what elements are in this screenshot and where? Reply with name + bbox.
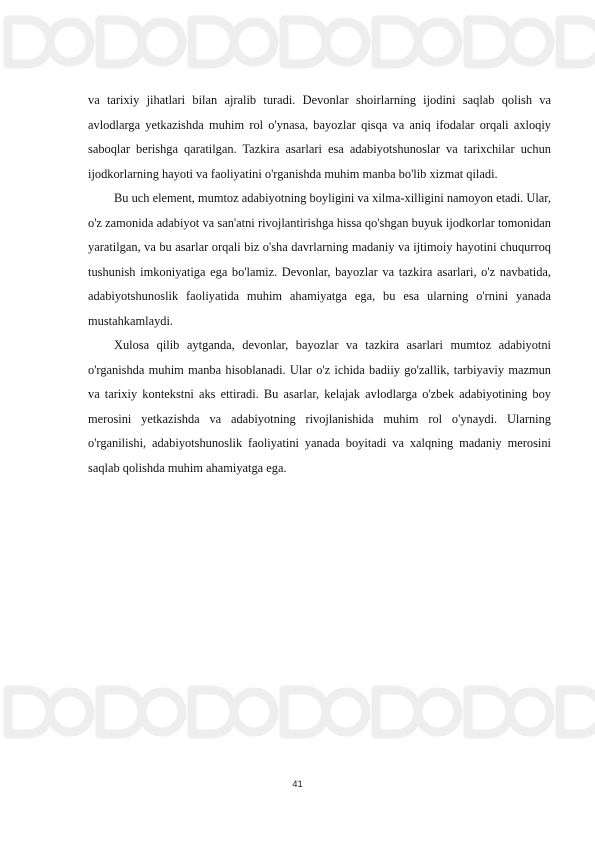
paragraph-3: Xulosa qilib aytganda, devonlar, bayozlar va tazkira asarlari mumtoz adabiyotni o'rganishda muhim manba hisoblanadi. Ular o'z ichida badiiy go'zallik, tarbiyaviy mazmun va tarixiy kontekstni aks ettiradi. Bu asarlar, kelajak avlodlarga o'zbek adabiyotining boy merosini yetkazishda va adabiyotning rivojlanishida muhim rol o'ynaydi. Ularning o'rganilishi, adabiyotshunoslik faoliyatini yanada boyitadi va xalqning madaniy merosini saqlab qolishda muhim ahamiyatga ega. bbox=[88, 338, 551, 475]
watermark-o-shape bbox=[142, 692, 182, 732]
watermark-o-shape bbox=[50, 22, 90, 62]
watermark-d-shape bbox=[468, 20, 510, 64]
watermark-d-shape bbox=[8, 20, 50, 64]
watermark-o-shape bbox=[142, 22, 182, 62]
watermark-o-shape bbox=[510, 22, 550, 62]
watermark-o-shape bbox=[510, 692, 550, 732]
watermark-d-shape bbox=[100, 690, 142, 734]
paragraph-1: va tarixiy jihatlari bilan ajralib turadi. Devonlar shoirlarning ijodini saqlab qolish va avlodlarga yetkazishda muhim rol o'ynasa, bayozlar qisqa va aniq ifodalar orqali axloqiy saboqlar berishga qaratilgan. Tazkira asarlari esa adabiyotshunoslar va tarixchilar uchun ijodkorlarning hayoti va faoliyatini o'rganishda muhim manba bo'lib xizmat qiladi. bbox=[88, 93, 551, 181]
watermark-d-shape bbox=[284, 690, 326, 734]
watermark-o-shape bbox=[234, 22, 274, 62]
watermark-o-shape bbox=[234, 692, 274, 732]
page-number: 41 bbox=[292, 779, 303, 790]
watermark-o-shape bbox=[326, 22, 366, 62]
watermark-d-shape bbox=[8, 690, 50, 734]
watermark-d-shape bbox=[100, 20, 142, 64]
watermark-o-shape bbox=[418, 692, 458, 732]
watermark-o-shape bbox=[326, 692, 366, 732]
watermark-d-shape bbox=[560, 690, 595, 734]
watermark-d-shape bbox=[192, 20, 234, 64]
watermark-o-shape bbox=[50, 692, 90, 732]
paragraph-2: Bu uch element, mumtoz adabiyotning boyligini va xilma-xilligini namoyon etadi. Ular, o'z zamonida adabiyot va san'atni rivojlantirishga hissa qo'shgan buyuk ijodkorlar tomonidan yaratilgan, va bu asarlar orqali biz o'sha davrlarning madaniy va ijtimoiy hayotini chuqurroq tushunish imkoniyatiga ega bo'lamiz. Devonlar, bayozlar va tazkira asarlari, o'z navbatida, adabiyotshunoslik faoliyatida muhim ahamiyatga ega, bu esa ularning o'rnini yanada mustahkamlaydi. bbox=[88, 191, 551, 328]
document-body bbox=[88, 88, 551, 480]
watermark-d-shape bbox=[284, 20, 326, 64]
watermark-d-shape bbox=[560, 20, 595, 64]
watermark-o-shape bbox=[418, 22, 458, 62]
watermark-d-shape bbox=[192, 690, 234, 734]
watermark-d-shape bbox=[468, 690, 510, 734]
watermark-d-shape bbox=[376, 690, 418, 734]
watermark-d-shape bbox=[376, 20, 418, 64]
